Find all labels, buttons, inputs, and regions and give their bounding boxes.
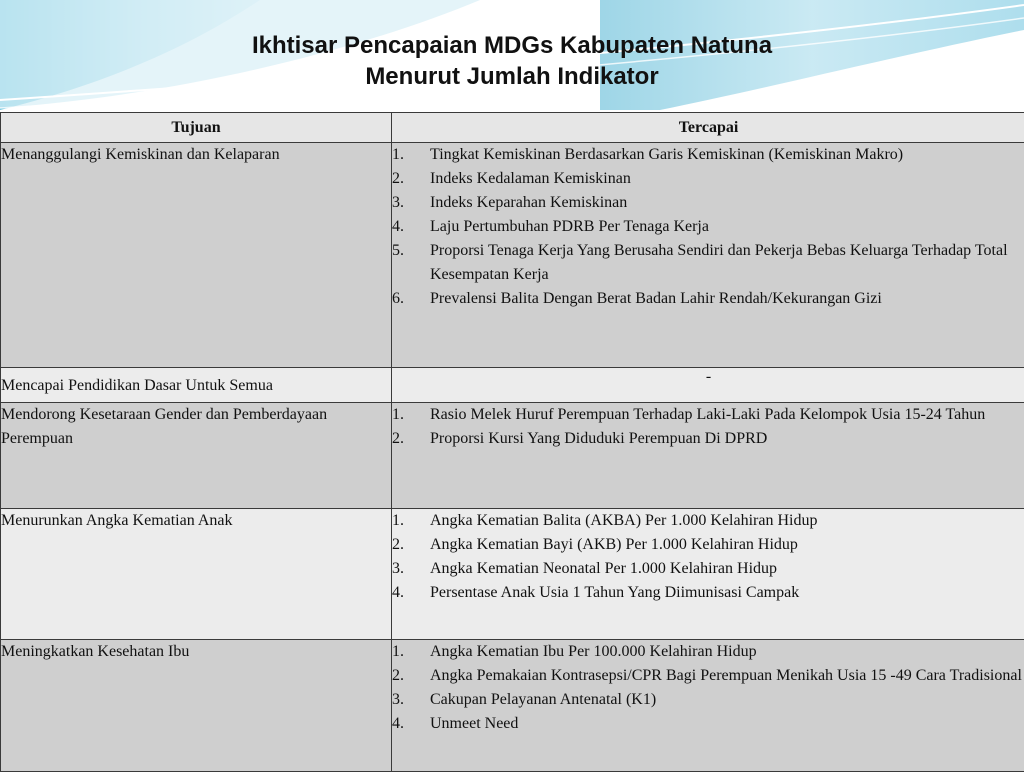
list-item <box>392 640 1024 664</box>
table-row <box>1 403 1024 509</box>
list-item <box>392 143 1024 167</box>
table-row <box>1 640 1024 772</box>
item-number: 4. <box>392 215 430 239</box>
title-line-1: Ikhtisar Pencapaian MDGs Kabupaten Natuna <box>0 30 1024 61</box>
item-number: 5. <box>392 239 430 287</box>
tercapai-cell: - <box>392 368 1024 403</box>
list-item <box>392 581 1024 605</box>
item-text: Angka Kematian Bayi (AKB) Per 1.000 Kelahiran Hidup <box>430 533 1024 557</box>
item-number: 1. <box>392 509 430 533</box>
item-number: 1. <box>392 403 430 427</box>
item-text: Angka Pemakaian Kontrasepsi/CPR Bagi Perempuan Menikah Usia 15 -49 Cara Tradisional <box>430 664 1024 688</box>
tercapai-cell <box>392 640 1024 772</box>
list-item <box>392 191 1024 215</box>
tercapai-cell <box>392 143 1024 368</box>
tercapai-cell <box>392 403 1024 509</box>
list-item <box>392 557 1024 581</box>
list-item <box>392 215 1024 239</box>
header-tujuan: Tujuan <box>1 113 392 143</box>
item-number: 4. <box>392 581 430 605</box>
tujuan-cell: Menanggulangi Kemiskinan dan Kelaparan <box>1 143 392 368</box>
table-row <box>1 368 1024 403</box>
list-item <box>392 287 1024 311</box>
item-text: Laju Pertumbuhan PDRB Per Tenaga Kerja <box>430 215 1024 239</box>
item-text: Angka Kematian Neonatal Per 1.000 Kelahiran Hidup <box>430 557 1024 581</box>
mdg-table <box>0 112 1024 772</box>
list-item <box>392 509 1024 533</box>
header-tercapai: Tercapai <box>392 113 1024 143</box>
item-text: Unmeet Need <box>430 712 1024 736</box>
list-item <box>392 533 1024 557</box>
tujuan-cell: Menurunkan Angka Kematian Anak <box>1 509 392 640</box>
tercapai-cell <box>392 509 1024 640</box>
item-text: Proporsi Kursi Yang Diduduki Perempuan Di DPRD <box>430 427 1024 451</box>
list-item <box>392 167 1024 191</box>
indicator-list <box>392 143 1024 311</box>
table-header-row <box>1 113 1024 143</box>
tujuan-cell: Mendorong Kesetaraan Gender dan Pemberdayaan Perempuan <box>1 403 392 509</box>
item-number: 3. <box>392 191 430 215</box>
item-text: Rasio Melek Huruf Perempuan Terhadap Laki-Laki Pada Kelompok Usia 15-24 Tahun <box>430 403 1024 427</box>
tujuan-cell: Mencapai Pendidikan Dasar Untuk Semua <box>1 368 392 403</box>
item-number: 2. <box>392 533 430 557</box>
list-item <box>392 712 1024 736</box>
item-number: 3. <box>392 557 430 581</box>
item-text: Angka Kematian Ibu Per 100.000 Kelahiran Hidup <box>430 640 1024 664</box>
tujuan-cell: Meningkatkan Kesehatan Ibu <box>1 640 392 772</box>
list-item <box>392 239 1024 287</box>
table-row <box>1 143 1024 368</box>
item-number: 3. <box>392 688 430 712</box>
item-text: Tingkat Kemiskinan Berdasarkan Garis Kemiskinan (Kemiskinan Makro) <box>430 143 1024 167</box>
list-item <box>392 664 1024 688</box>
indicator-list <box>392 640 1024 736</box>
table-row <box>1 509 1024 640</box>
indicator-list <box>392 509 1024 605</box>
item-text: Angka Kematian Balita (AKBA) Per 1.000 Kelahiran Hidup <box>430 509 1024 533</box>
item-number: 2. <box>392 167 430 191</box>
item-number: 2. <box>392 664 430 688</box>
item-number: 2. <box>392 427 430 451</box>
item-text: Prevalensi Balita Dengan Berat Badan Lahir Rendah/Kekurangan Gizi <box>430 287 1024 311</box>
indicator-list <box>392 403 1024 451</box>
item-text: Indeks Kedalaman Kemiskinan <box>430 167 1024 191</box>
item-number: 1. <box>392 640 430 664</box>
item-text: Persentase Anak Usia 1 Tahun Yang Diimunisasi Campak <box>430 581 1024 605</box>
item-text: Indeks Keparahan Kemiskinan <box>430 191 1024 215</box>
item-text: Cakupan Pelayanan Antenatal (K1) <box>430 688 1024 712</box>
item-number: 4. <box>392 712 430 736</box>
item-number: 1. <box>392 143 430 167</box>
list-item <box>392 403 1024 427</box>
title-line-2: Menurut Jumlah Indikator <box>0 61 1024 92</box>
list-item <box>392 427 1024 451</box>
list-item <box>392 688 1024 712</box>
page-title <box>0 30 1024 92</box>
item-text: Proporsi Tenaga Kerja Yang Berusaha Sendiri dan Pekerja Bebas Keluarga Terhadap Total Kesempatan Kerja <box>430 239 1024 287</box>
item-number: 6. <box>392 287 430 311</box>
